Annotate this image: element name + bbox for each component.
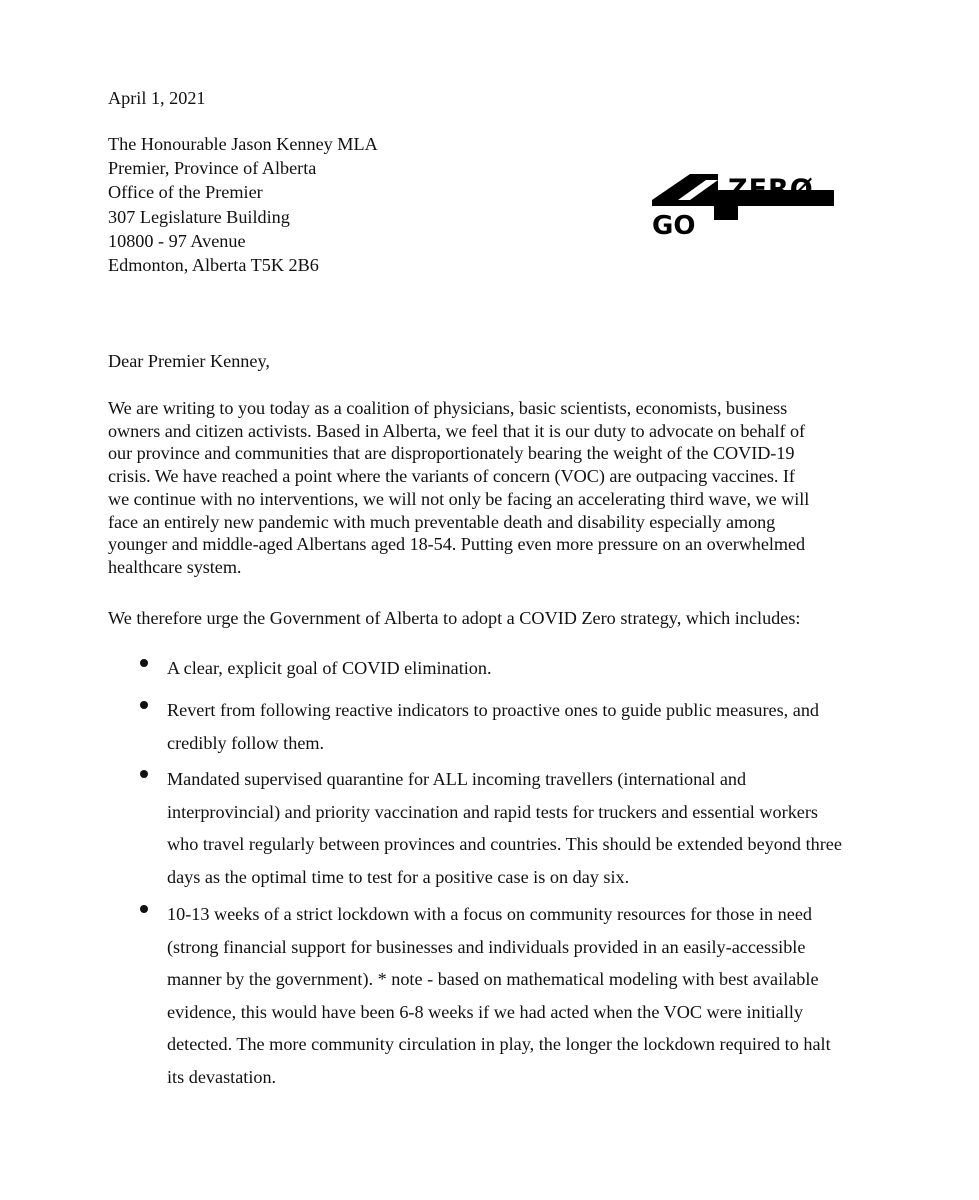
go-zero-logo <box>648 168 838 240</box>
list-item-line: Revert from following reactive indicators to proactive ones to guide public measures, and <box>167 700 820 720</box>
list-item-line: interprovincial) and priority vaccination and rapid tests for truckers and essential workers <box>167 801 818 822</box>
paragraph-line: We are writing to you today as a coalition of physicians, basic scientists, economists, business <box>108 398 788 418</box>
list-item-line: 10-13 weeks of a strict lockdown with a focus on community resources for those in need <box>167 904 812 924</box>
list-item-line: who travel regularly between provinces and countries. This should be extended beyond three <box>167 834 842 855</box>
list-item-line: days as the optimal time to test for a positive case is on day six. <box>167 866 630 887</box>
list-item-line: credibly follow them. <box>167 732 325 753</box>
list-item-line: (strong financial support for businesses and individuals provided in an easily-accessible <box>167 936 806 957</box>
recipient-line: Premier, Province of Alberta <box>108 158 317 179</box>
bullet-icon <box>140 701 148 709</box>
paragraph-line: younger and middle-aged Albertans aged 18-54. Putting even more pressure on an overwhelmed <box>108 534 806 555</box>
bullet-icon <box>140 905 148 913</box>
recipient-line: 10800 - 97 Avenue <box>108 230 246 251</box>
logo-text-bottom: GO <box>652 211 696 240</box>
recipient-line: The Honourable Jason Kenney MLA <box>108 134 378 154</box>
paragraph-line: our province and communities that are disproportionately bearing the weight of the COVID-19 <box>108 443 795 464</box>
list-item-line: its devastation. <box>167 1066 277 1087</box>
salutation: Dear Premier Kenney, <box>108 351 270 371</box>
paragraph-line: healthcare system. <box>108 556 242 577</box>
paragraph-line: face an entirely new pandemic with much preventable death and disability especially among <box>108 511 776 532</box>
list-item-text <box>167 694 887 759</box>
list-item-text <box>167 652 887 685</box>
letter-date: April 1, 2021 <box>108 88 206 108</box>
recipient-line: 307 Legislature Building <box>108 206 290 227</box>
recipient-line: Edmonton, Alberta T5K 2B6 <box>108 255 319 276</box>
list-item-text <box>167 898 887 1094</box>
paragraph-line: we continue with no interventions, we will not only be facing an accelerating third wave, we will <box>108 488 810 509</box>
logo-text-top: ZERØ <box>728 174 814 205</box>
list-item-line: manner by the government). * note - based on mathematical modeling with best available <box>167 969 819 990</box>
body-paragraph-2: We therefore urge the Government of Alberta to adopt a COVID Zero strategy, which includes: <box>108 608 801 628</box>
paragraph-line: owners and citizen activists. Based in Alberta, we feel that it is our duty to advocate on behalf of <box>108 420 806 441</box>
bullet-icon <box>140 659 148 667</box>
list-item-text <box>167 763 887 893</box>
body-paragraph-1 <box>108 397 868 579</box>
list-item-line: evidence, this would have been 6-8 weeks if we had acted when the VOC were initially <box>167 1001 804 1022</box>
recipient-line: Office of the Premier <box>108 182 263 203</box>
recipient-address <box>108 132 378 277</box>
bullet-icon <box>140 770 148 778</box>
list-item-line: Mandated supervised quarantine for ALL incoming travellers (international and <box>167 769 747 789</box>
paragraph-line: crisis. We have reached a point where the variants of concern (VOC) are outpacing vaccines. If <box>108 466 795 487</box>
list-item-line: A clear, explicit goal of COVID elimination. <box>167 658 492 678</box>
list-item-line: detected. The more community circulation in play, the longer the lockdown required to halt <box>167 1034 831 1055</box>
